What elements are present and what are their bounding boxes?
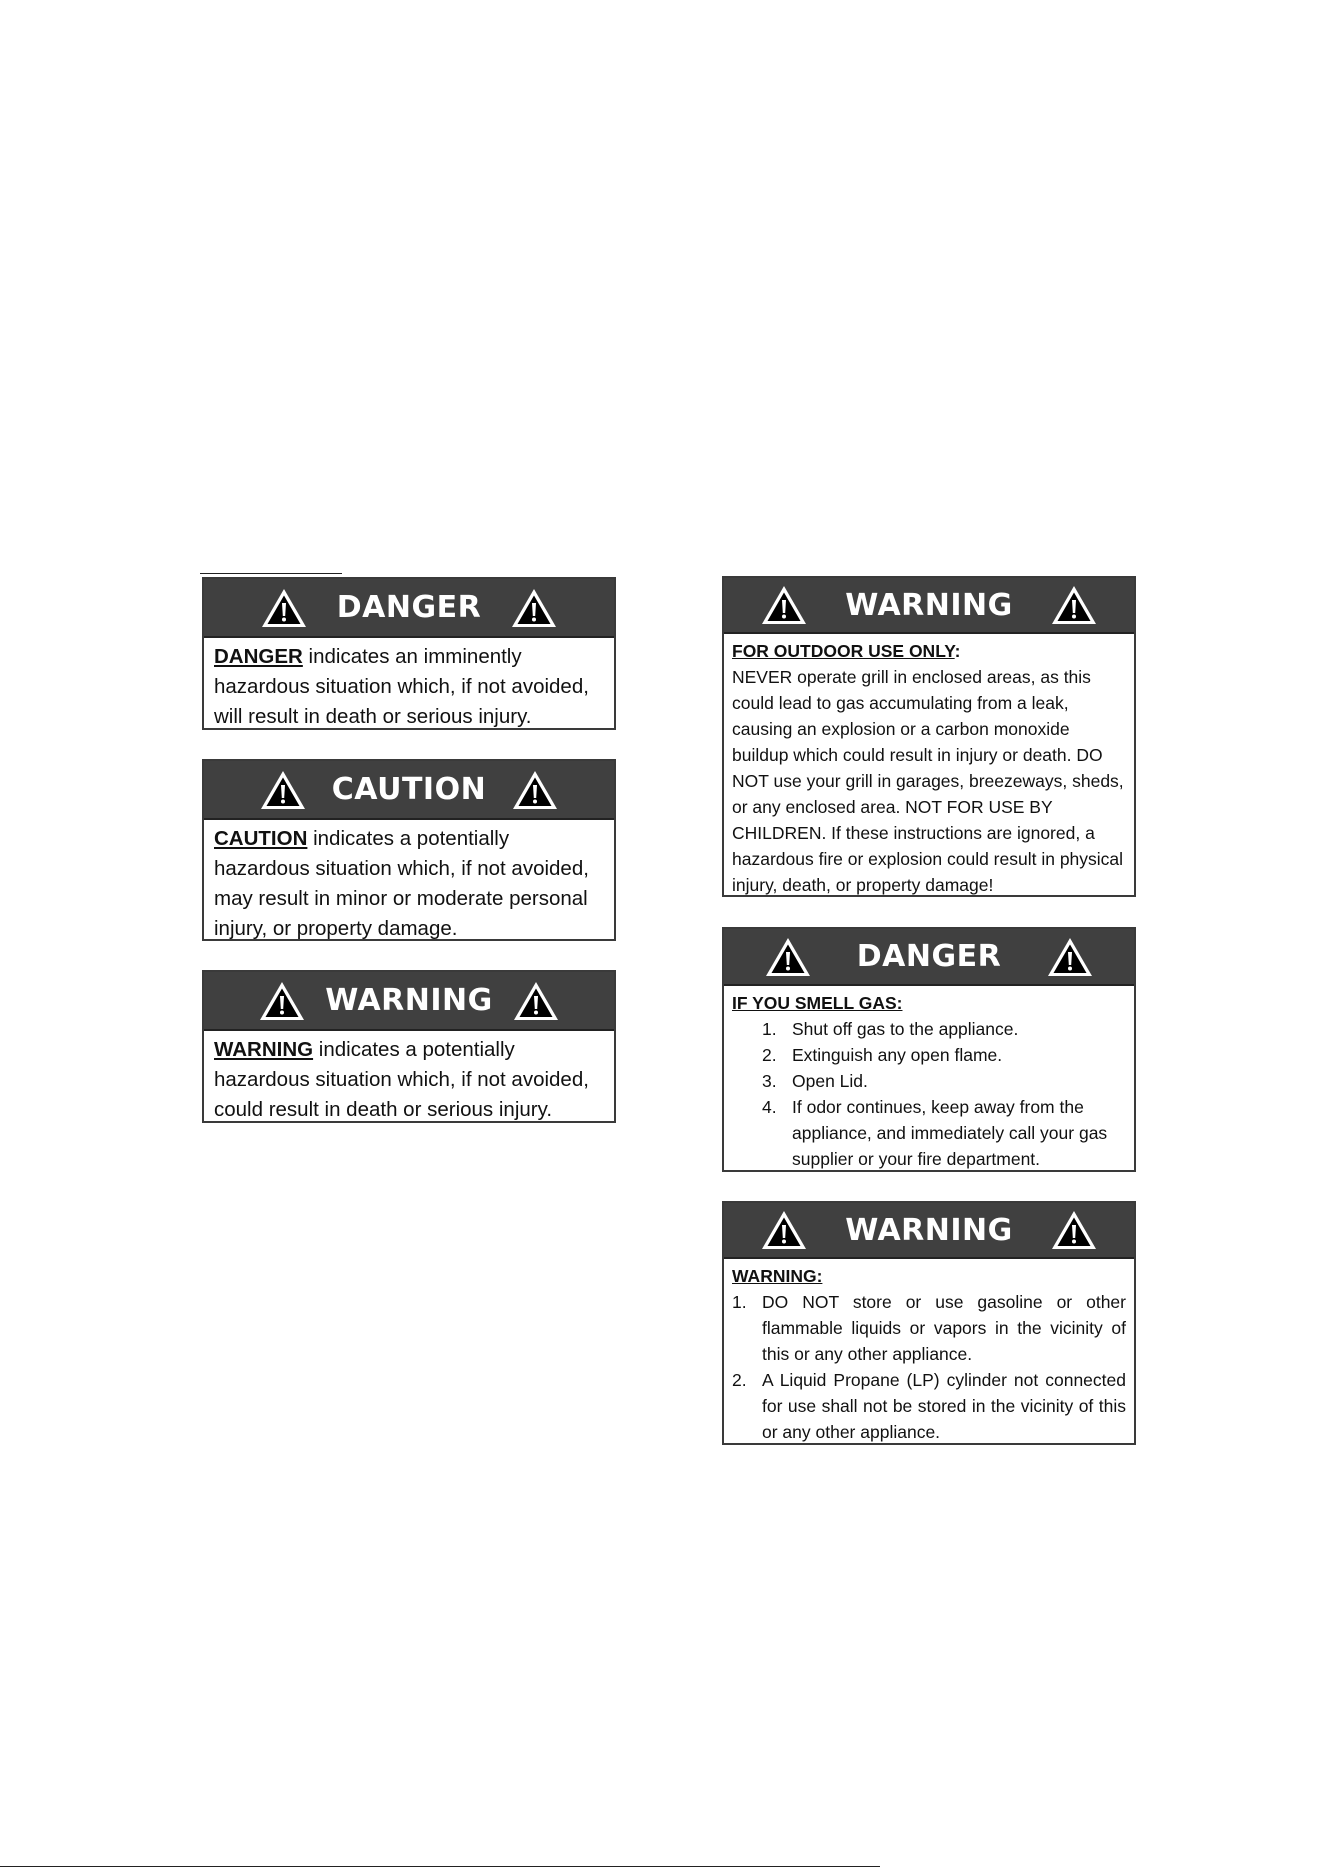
- step-text: If odor continues, keep away from the appliance, and immediately call your gas supplier or your fire department.: [792, 1097, 1108, 1169]
- step-text: Extinguish any open flame.: [792, 1045, 1003, 1065]
- top-rule: [200, 573, 342, 574]
- step-text: DO NOT store or use gasoline or other flammable liquids or vapors in the vicinity of this or any other appliance.: [762, 1292, 1126, 1364]
- warning-triangle-icon: [759, 1208, 809, 1252]
- label-text: [204, 1031, 614, 1129]
- step-list: [732, 1289, 1126, 1445]
- smell-gas-danger-label: [722, 927, 1136, 1172]
- outdoor-use-warning-label: [722, 576, 1136, 897]
- warning-triangle-icon: [759, 583, 809, 627]
- label-header: [724, 1203, 1134, 1259]
- list-item: [732, 1367, 1126, 1445]
- label-header: [204, 579, 614, 638]
- label-text: [204, 638, 614, 736]
- warning-triangle-icon: [1049, 583, 1099, 627]
- step-text: Shut off gas to the appliance.: [792, 1019, 1019, 1039]
- danger-definition-label: [202, 577, 616, 730]
- step-number: 2.: [732, 1370, 747, 1390]
- step-number: 1.: [732, 1292, 747, 1312]
- label-text: [724, 634, 1134, 902]
- warning-triangle-icon: [510, 768, 560, 812]
- warning-triangle-icon: [257, 979, 307, 1023]
- gasoline-warning-label: [722, 1201, 1136, 1445]
- warning-triangle-icon: [258, 768, 308, 812]
- label-header: [204, 972, 614, 1031]
- step-number: 3.: [762, 1071, 777, 1091]
- definition-text: indicates an imminently hazardous situation which, if not avoided, will result in death or serious injury.: [214, 645, 589, 728]
- warning-triangle-icon: [259, 586, 309, 630]
- signal-word: DANGER: [856, 939, 1002, 974]
- signal-word: WARNING: [325, 983, 493, 1018]
- definition-text: indicates a potentially hazardous situation which, if not avoided, could result in death or serious injury.: [214, 1038, 589, 1121]
- signal-word: CAUTION: [331, 772, 487, 807]
- signal-term: DANGER: [214, 645, 303, 668]
- caution-definition-label: [202, 759, 616, 941]
- signal-term: WARNING: [214, 1038, 314, 1061]
- signal-term: CAUTION: [214, 827, 308, 850]
- list-item: [762, 1094, 1126, 1172]
- warning-triangle-icon: [763, 935, 813, 979]
- step-text: Open Lid.: [792, 1071, 868, 1091]
- warning-definition-label: [202, 970, 616, 1123]
- subhead-colon: :: [954, 641, 961, 661]
- label-text: [724, 1259, 1134, 1449]
- label-subhead: IF YOU SMELL GAS:: [732, 993, 903, 1013]
- label-subhead: WARNING:: [732, 1266, 823, 1286]
- signal-word: WARNING: [845, 587, 1013, 623]
- list-item: [762, 1068, 1126, 1094]
- step-list: [732, 1016, 1126, 1172]
- list-item: [732, 1289, 1126, 1367]
- label-text: [724, 986, 1134, 1176]
- label-subhead: FOR OUTDOOR USE ONLY: [732, 641, 955, 661]
- step-text: A Liquid Propane (LP) cylinder not connected for use shall not be stored in the vicinity of this or any other appliance.: [762, 1370, 1126, 1442]
- step-number: 1.: [762, 1019, 777, 1039]
- signal-word: WARNING: [845, 1212, 1013, 1248]
- label-header: [204, 761, 614, 820]
- definition-text: indicates a potentially hazardous situation which, if not avoided, may result in minor or moderate personal injury, or property damage.: [214, 827, 589, 940]
- footer-rule: [0, 1866, 880, 1867]
- warning-triangle-icon: [509, 586, 559, 630]
- list-item: [762, 1042, 1126, 1068]
- warning-triangle-icon: [1049, 1208, 1099, 1252]
- step-number: 2.: [762, 1045, 777, 1065]
- label-header: [724, 929, 1134, 986]
- warning-text: NEVER operate grill in enclosed areas, as this could lead to gas accumulating from a leak, causing an explosion or a carbon monoxide buildup which could result in injury or death. DO NOT use your grill in garages, breezeways, sheds, or any enclosed area. NOT FOR USE BY CHILDREN. If these instructions are ignored, a hazardous fire or explosion could result in physical injury, death, or property damage!: [732, 667, 1124, 895]
- label-text: [204, 820, 614, 948]
- label-header: [724, 578, 1134, 634]
- warning-triangle-icon: [1045, 935, 1095, 979]
- warning-triangle-icon: [511, 979, 561, 1023]
- signal-word: DANGER: [336, 590, 482, 625]
- step-number: 4.: [762, 1097, 777, 1117]
- list-item: [762, 1016, 1126, 1042]
